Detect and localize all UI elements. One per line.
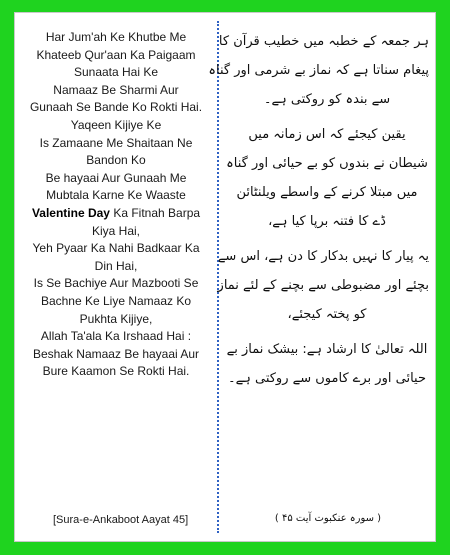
urdu-line: سے بندہ کو روکتی ہے۔ xyxy=(263,92,391,107)
urdu-line: شیطان نے بندوں کو بے حیائی اور گناہ xyxy=(226,156,428,171)
valentine-rest: Ka Fitnah Barpa xyxy=(109,205,201,220)
roman-line: Yeh Pyaar Ka Nahi Badkaar Ka xyxy=(32,241,200,256)
urdu-line: اللہ تعالیٰ کا ارشاد ہے: بیشک نماز بے xyxy=(226,342,428,357)
roman-line: Is Zamaane Me Shaitaan Ne xyxy=(39,135,193,150)
content-card xyxy=(14,12,436,542)
valentine-line xyxy=(21,205,211,223)
roman-line: Yaqeen Kijiye Ke xyxy=(70,117,162,132)
roman-line: Kiya Hai, xyxy=(91,223,141,238)
roman-line: Din Hai, xyxy=(94,258,138,273)
roman-line: Beshak Namaaz Be hayaai Aur xyxy=(32,346,200,361)
urdu-line: کو پختہ کیجئے، xyxy=(287,307,367,322)
roman-line: Be hayaai Aur Gunaah Me xyxy=(45,170,187,185)
roman-line: Pukhta Kijiye, xyxy=(79,311,153,326)
roman-reference: [Sura-e-Ankaboot Aayat 45] xyxy=(53,514,189,526)
urdu-column xyxy=(208,27,429,393)
roman-line: Is Se Bachiye Aur Mazbooti Se xyxy=(33,276,199,291)
urdu-reference: ( سورہ عنکبوت آیت ۴۵ ) xyxy=(274,513,382,524)
roman-line: Bandon Ko xyxy=(86,153,146,168)
urdu-line: یہ پیار کا نہیں بدکار کا دن ہے، اس سے xyxy=(217,249,429,264)
urdu-line: یقین کیجئے کہ اس زمانہ میں xyxy=(248,127,406,142)
roman-line: Sunaata Hai Ke xyxy=(73,65,159,80)
roman-line: Mubtala Karne Ke Waaste xyxy=(46,188,186,203)
urdu-line: ڈے کا فتنہ برپا کیا ہے، xyxy=(268,214,386,229)
roman-line: Allah Ta'ala Ka Irshaad Hai : xyxy=(40,329,192,344)
roman-urdu-column xyxy=(21,29,211,381)
urdu-line: ہر جمعہ کے خطبہ میں خطیب قرآن کا xyxy=(218,34,429,49)
roman-line: Bachne Ke Liye Namaaz Ko xyxy=(40,293,192,308)
urdu-line: میں مبتلا کرنے کے واسطے ویلنٹائن xyxy=(236,185,418,200)
urdu-line: حیائی اور برے کاموں سے روکتی ہے۔ xyxy=(228,371,426,386)
urdu-line: پیغام سناتا ہے کہ نماز بے شرمی اور گناہ xyxy=(208,63,429,78)
roman-line: Namaaz Be Sharmi Aur xyxy=(53,82,179,97)
roman-line: Har Jum'ah Ke Khutbe Me xyxy=(45,30,187,44)
urdu-line: بچئے اور مضبوطی سے بچنے کے لئے نماز xyxy=(217,278,429,293)
roman-line: Khateeb Qur'aan Ka Paigaam xyxy=(36,47,196,62)
roman-line: Bure Kaamon Se Rokti Hai. xyxy=(42,364,190,379)
roman-line: Gunaah Se Bande Ko Rokti Hai. xyxy=(29,100,203,115)
valentine-day-bold: Valentine Day xyxy=(31,205,110,220)
